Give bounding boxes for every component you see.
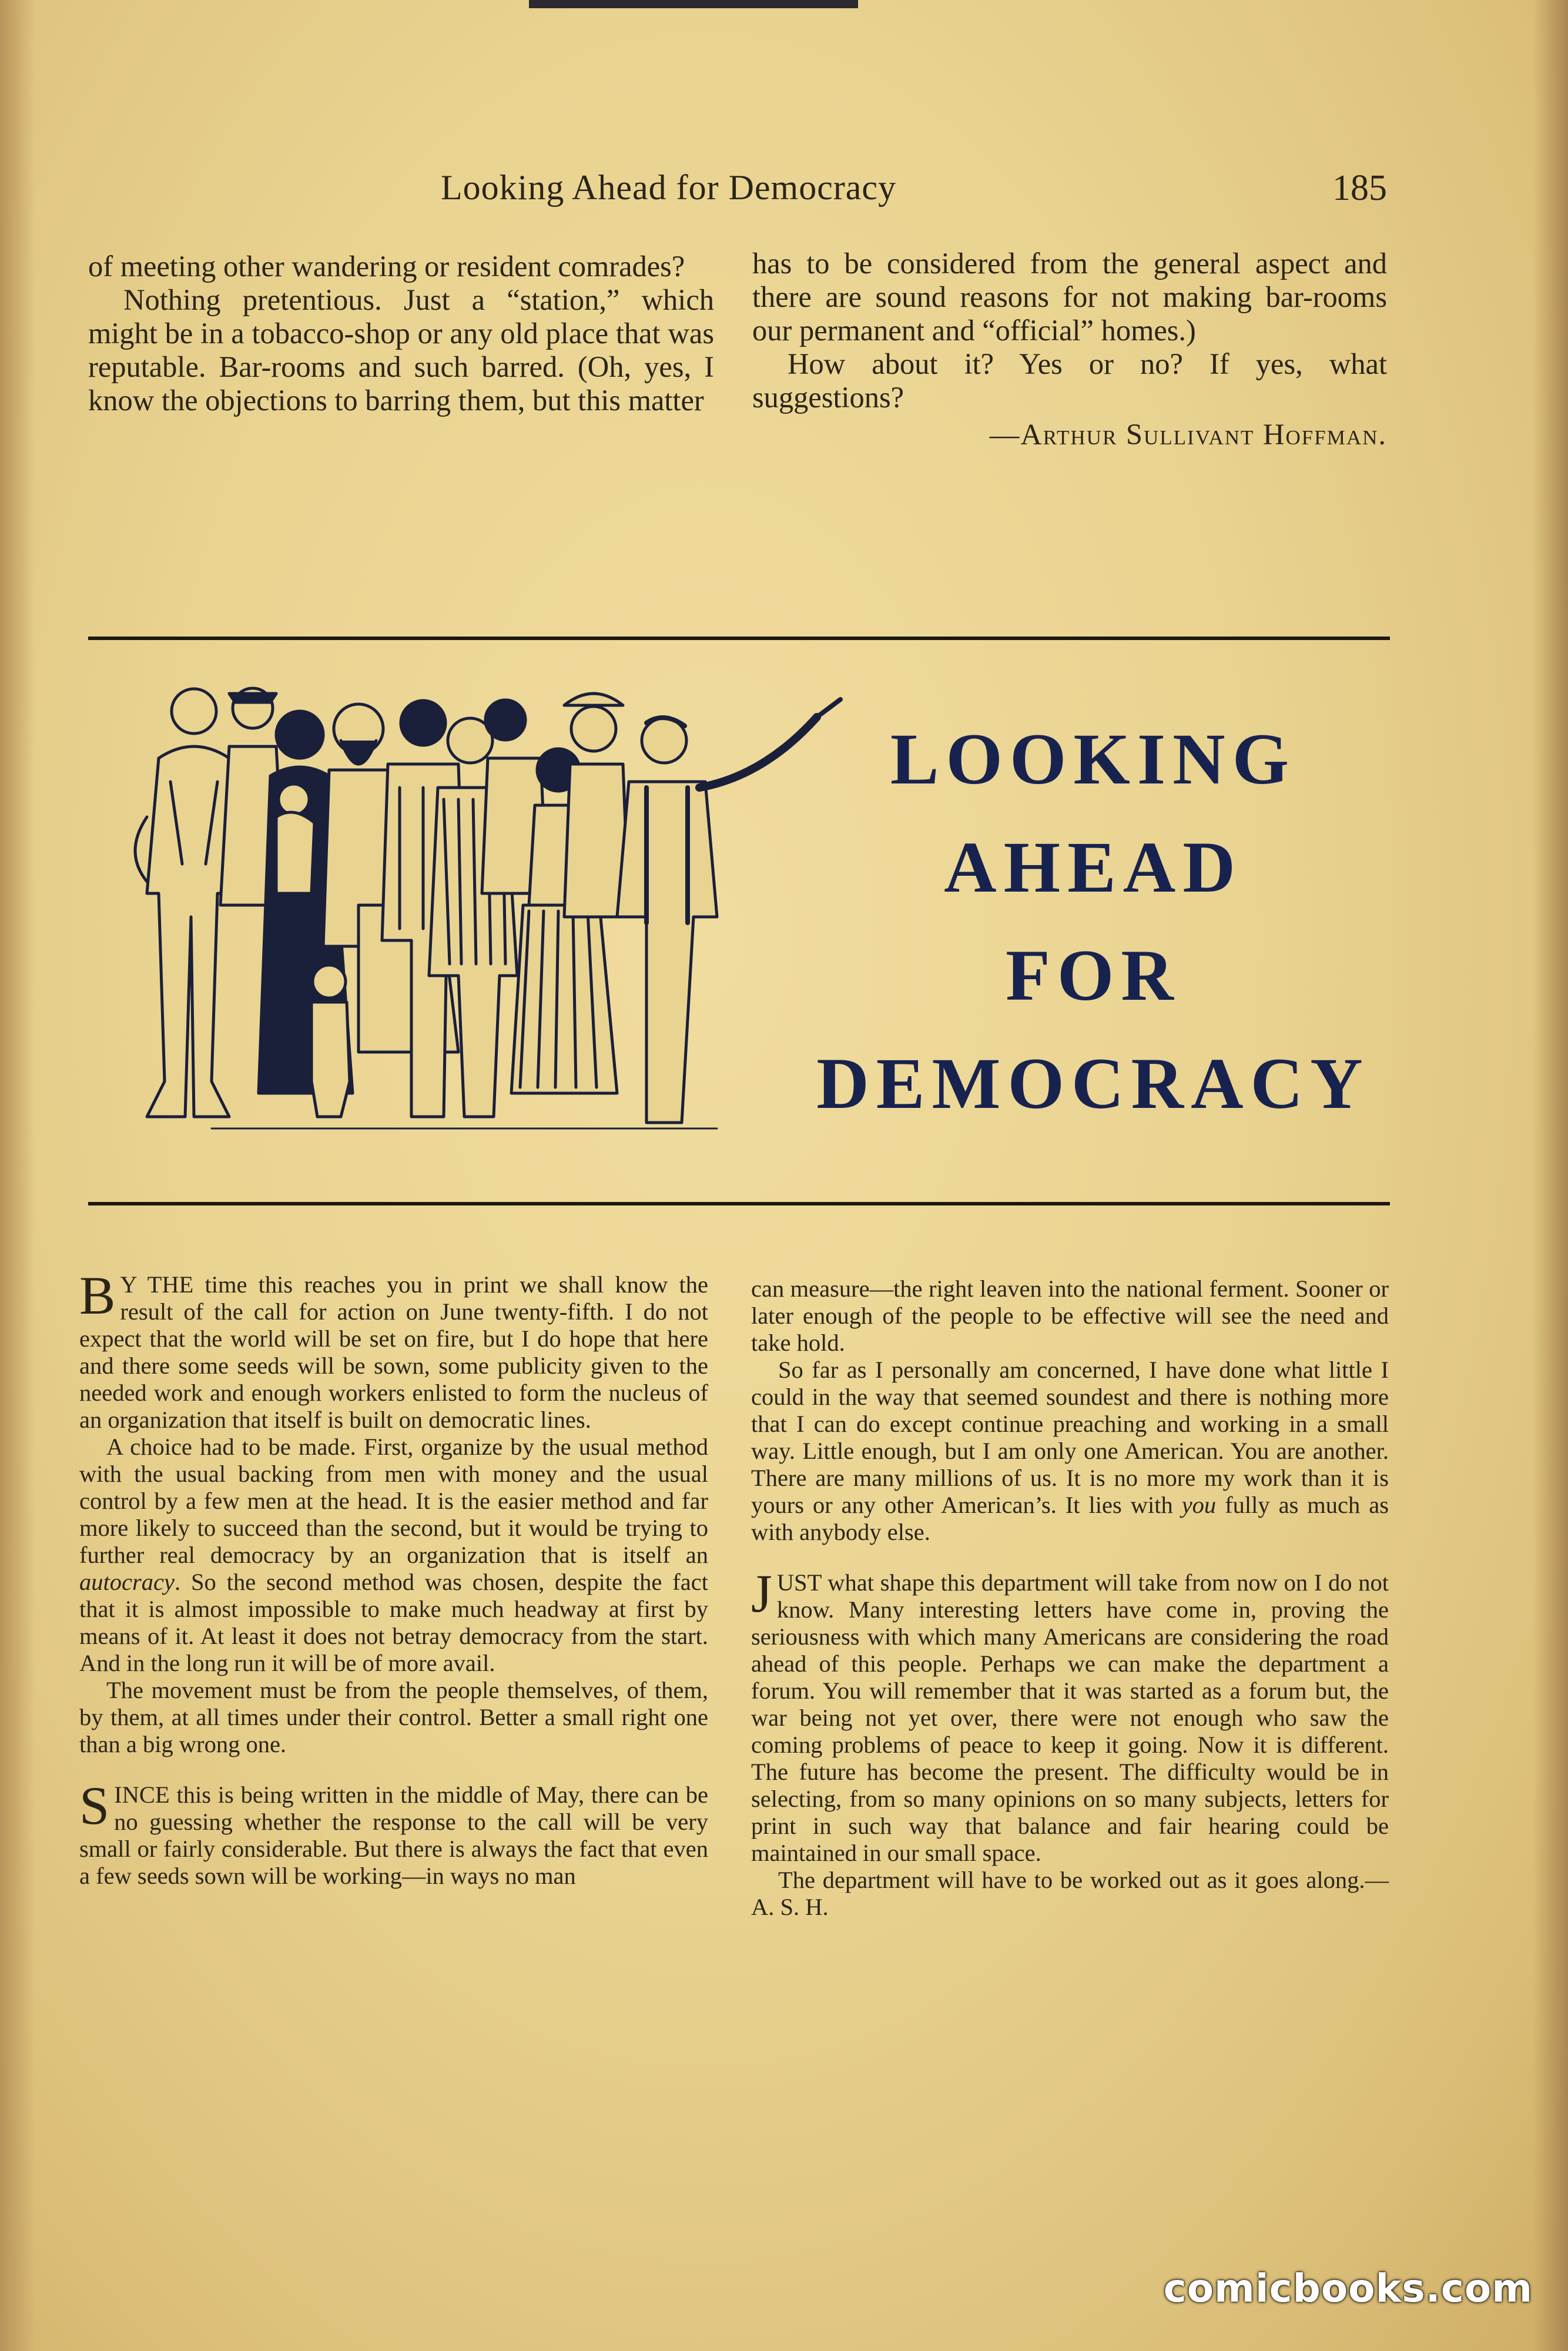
- headline: [782, 705, 1405, 1138]
- paragraph: has to be considered from the general aspect and there are sound reasons for not making bar-rooms our permanent and “official” homes.): [752, 247, 1387, 347]
- paragraph: B Y THE time this reaches you in print we shall know the result of the call for action on June twenty-fifth. I do not expect that the world will be set on fire, but I do hope that here and there some seeds will be sown, some publicity given to the needed work and enough workers enlisted to form the nucleus of an organization that itself is built on democratic lines.: [79, 1265, 708, 1433]
- site-watermark: comicbooks.com: [1163, 2266, 1533, 2311]
- author-signature: —Arthur Sullivant Hoffman.: [989, 418, 1387, 451]
- paragraph: JUST what shape this department will take from now on I do not know. Many interesting letters have come in, proving the seriousness with which many Americans are considering the road ahead of this people. Perhaps we can make the department a forum. You will remember that it was started as a forum but, the war being not yet over, there were not enough who saw the coming problems of peace to keep it going. Now it is different. The future has become the present. The difficulty would be in selecting, from so many opinions on so many subjects, letters for print in such way that balance and fair hearing could be maintained in our small space.: [751, 1563, 1389, 1866]
- paragraph: SINCE this is being written in the middle of May, there can be no guessing whether the response to the call will be very small or fairly considerable. But there is always the fact that even a few seeds sown will be working—in ways no man: [79, 1776, 708, 1889]
- headline-line: LOOKING: [890, 719, 1296, 799]
- lower-right-column: [751, 1275, 1389, 1921]
- section-rule-top: [88, 637, 1390, 640]
- paragraph: of meeting other wandering or resident comrades?: [88, 250, 685, 283]
- lower-left-column: [79, 1265, 708, 1890]
- paragraph: Nothing pretentious. Just a “station,” which might be in a tobacco-shop or any old place that was reputable. Bar-rooms and such barred. (Oh, yes, I know the objections to barring them, but this matter: [88, 283, 714, 417]
- headline-line: FOR: [1006, 935, 1181, 1016]
- paragraph: How about it? Yes or no? If yes, what suggestions?: [752, 347, 1387, 414]
- paragraph: A choice had to be made. First, organize by the usual method with the usual backing from men with money and the usual control by a few men at the head. It is the easier method and far more likely to succeed than the second, but it would be trying to further real democracy by an organization that is itself an autocracy. So the second method was chosen, despite the fact that it is almost impossible to make much headway at first by means of it. At least it does not betray democracy from the start. And in the long run it will be of more avail.: [79, 1434, 708, 1676]
- paragraph: can measure—the right leaven into the national ferment. Sooner or later enough of the people to be effective will see the need and take hold.: [751, 1275, 1389, 1356]
- page-top-tear: [529, 0, 858, 8]
- upper-left-column: [88, 250, 714, 417]
- drop-cap: B: [79, 1265, 116, 1325]
- headline-line: DEMOCRACY: [816, 1043, 1370, 1124]
- drop-cap: S: [79, 1776, 110, 1836]
- crowd-illustration: [82, 670, 870, 1152]
- paragraph: So far as I personally am concerned, I have done what little I could in the way that seemed soundest and there is nothing more that I can do except continue preaching and working in a small way. Little enough, but I am only one American. You are another. There are many millions of us. It is no more my work than it is yours or any other American’s. It lies with you fully as much as with anybody else.: [751, 1357, 1389, 1545]
- headline-line: AHEAD: [944, 827, 1242, 907]
- upper-right-column: [752, 247, 1387, 451]
- drop-cap: J: [751, 1563, 772, 1623]
- page-number: 185: [1332, 168, 1387, 208]
- paragraph: The movement must be from the people themselves, of them, by them, at all times under their control. Better a small right one than a big wrong one.: [79, 1677, 708, 1757]
- running-header: [88, 168, 1387, 215]
- page-edge-shadow-left: [0, 0, 35, 2351]
- page-edge-shadow-right: [1533, 0, 1568, 2351]
- paragraph: The department will have to be worked out as it goes along.—A. S. H.: [751, 1867, 1389, 1920]
- running-title: Looking Ahead for Democracy: [441, 168, 897, 207]
- section-rule-bottom: [88, 1202, 1390, 1205]
